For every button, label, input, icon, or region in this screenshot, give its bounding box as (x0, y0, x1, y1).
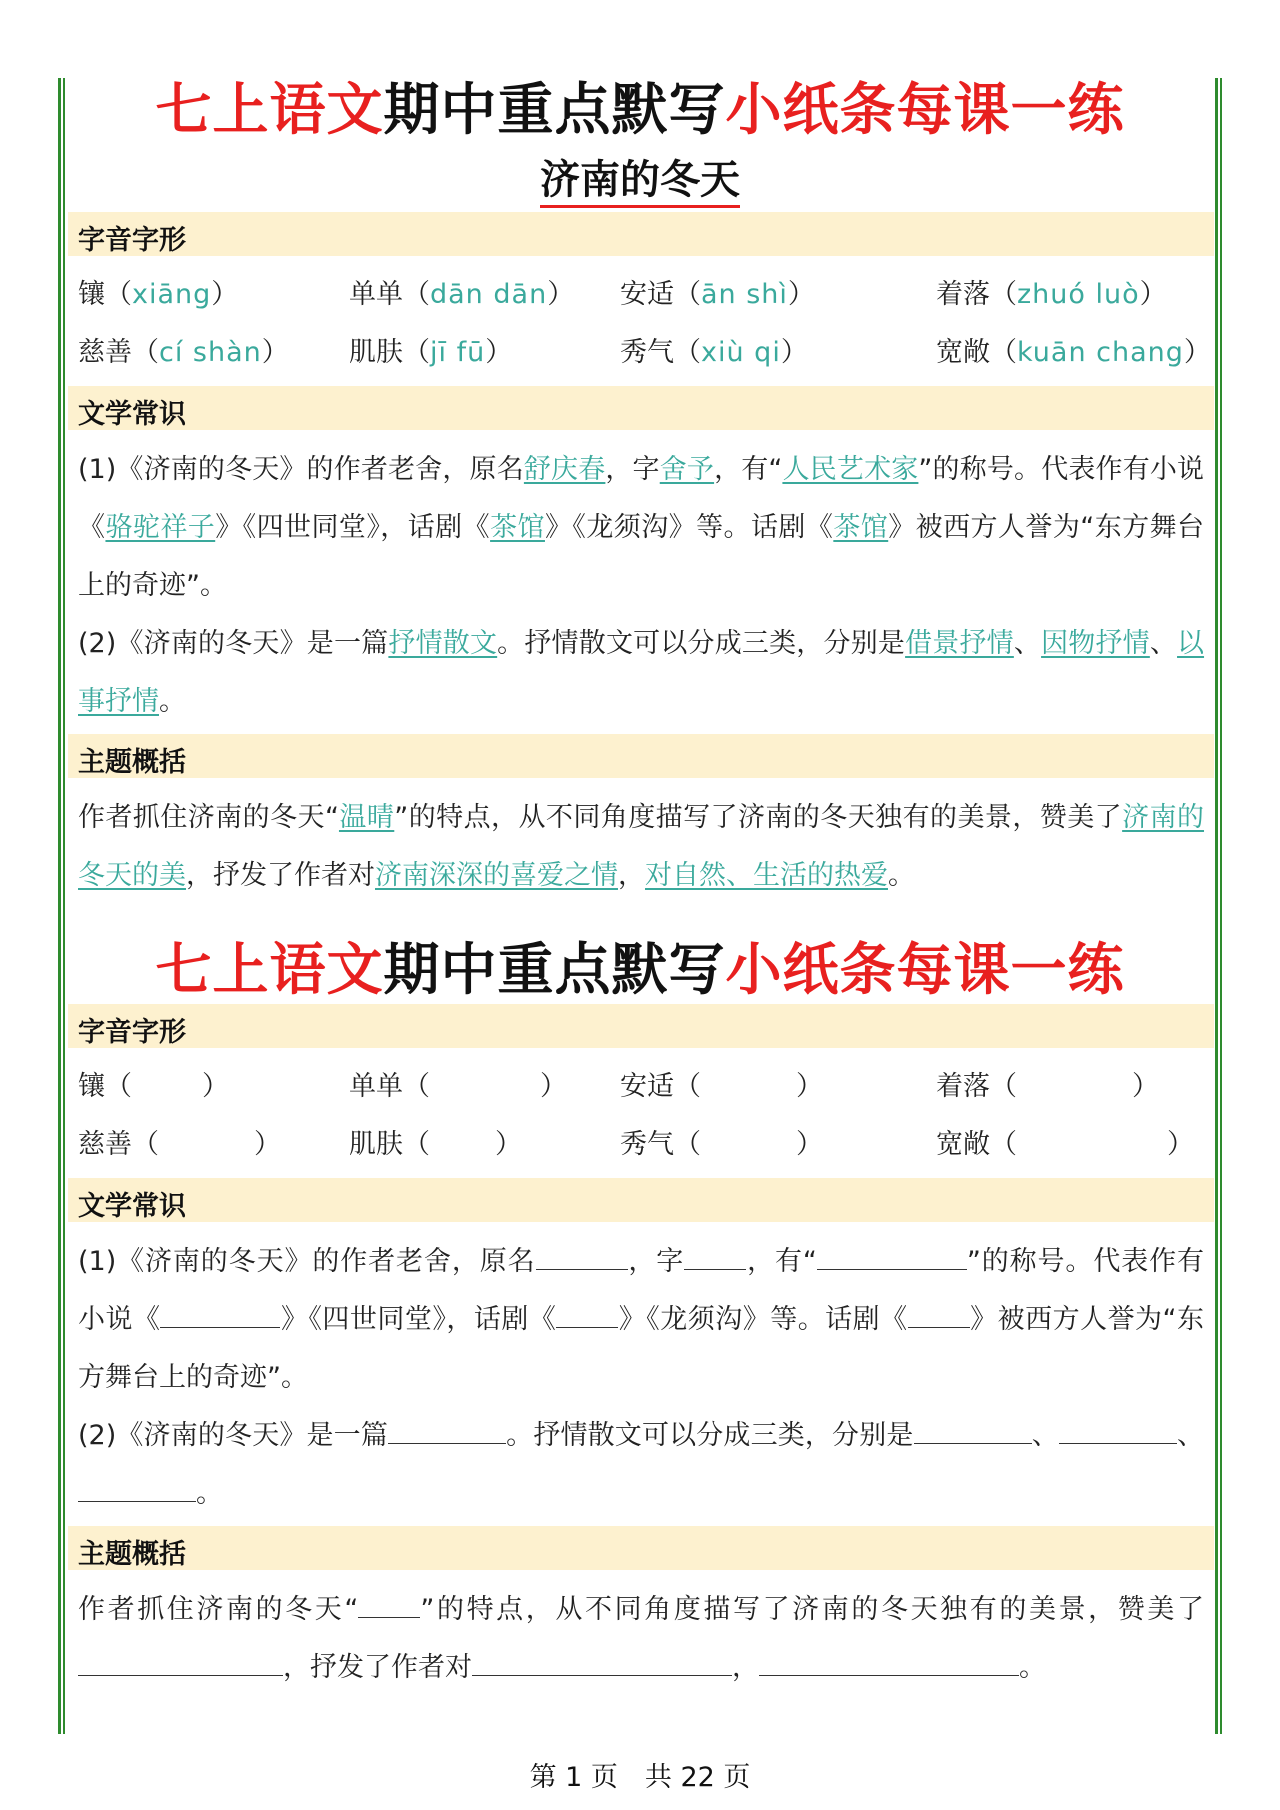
word-row-blank (78, 1116, 1208, 1174)
main-title: 七上语文期中重点默写小纸条每课一练 (155, 78, 1125, 143)
word-row-blank (78, 1058, 1208, 1116)
word-item: 安适（ān shì） (620, 279, 815, 310)
word-item: 单单（dān dān） (349, 279, 575, 310)
fill-blank[interactable] (556, 1303, 618, 1328)
fill-blank[interactable] (358, 1593, 420, 1618)
literature-paragraph-1-blank: (1)《济南的冬天》的作者老舍，原名 ，字 ，有“ ”的称号。代表作有小说《 》《四世同堂》，话剧《 》《龙须沟》等。话剧《 》被西方人誉为“东方舞台上的奇迹”。 (78, 1246, 1205, 1393)
page-number: 第 1 页 共 22 页 (529, 1762, 751, 1793)
fill-blank[interactable] (1059, 1419, 1177, 1444)
section-header-zyzx-blank: 字音字形 (68, 1004, 1214, 1048)
lesson-title: 济南的冬天 (0, 148, 1280, 205)
word-item-blank: 镶（ ） (78, 1071, 229, 1102)
word-item-blank: 单单（ ） (349, 1071, 567, 1102)
theme-paragraph: 作者抓住济南的冬天“温晴”的特点，从不同角度描写了济南的冬天独有的美景，赞美了济南的冬天的美，抒发了作者对济南深深的喜爱之情，对自然、生活的热爱。 (78, 802, 1205, 891)
word-row (78, 324, 1211, 382)
word-row (78, 266, 1208, 324)
word-item: 慈善（cí shàn） (78, 337, 289, 368)
word-item-blank: 慈善（ ） (78, 1129, 281, 1160)
fill-blank[interactable] (78, 1477, 196, 1502)
word-item: 肌肤（jī fū） (349, 337, 513, 368)
word-item-blank: 秀气（ ） (620, 1129, 823, 1160)
section-header-zyzx: 字音字形 (68, 212, 1214, 256)
literature-paragraph-1: (1)《济南的冬天》的作者老舍，原名舒庆春，字舍予，有“人民艺术家”的称号。代表作有小说《骆驼祥子》《四世同堂》，话剧《茶馆》《龙须沟》等。话剧《茶馆》被西方人誉为“东方舞台上的奇迹”。 (78, 454, 1205, 601)
fill-blank[interactable] (160, 1303, 280, 1328)
theme-paragraph-blank: 作者抓住济南的冬天“ ”的特点，从不同角度描写了济南的冬天独有的美景，赞美了，抒发了作者对 ， 。 (78, 1594, 1204, 1683)
word-item-blank: 宽敞（ ） (936, 1129, 1194, 1160)
word-item: 宽敞（kuān chang） (936, 337, 1211, 368)
section-header-wxcs: 文学常识 (68, 386, 1214, 430)
literature-paragraph-2: (2)《济南的冬天》是一篇抒情散文。抒情散文可以分成三类，分别是借景抒情、因物抒情、以事抒情。 (78, 628, 1205, 717)
fill-blank[interactable] (472, 1651, 732, 1676)
literature-paragraph-2-blank: (2)《济南的冬天》是一篇 。抒情散文可以分成三类，分别是 、 、。 (78, 1420, 1205, 1509)
fill-blank[interactable] (914, 1419, 1032, 1444)
word-item: 秀气（xiù qi） (620, 337, 808, 368)
section-header-wxcs-blank: 文学常识 (68, 1178, 1214, 1222)
right-border (1215, 78, 1218, 1734)
section-header-ztgk-blank: 主题概括 (68, 1526, 1214, 1570)
fill-blank[interactable] (536, 1245, 628, 1270)
fill-blank[interactable] (817, 1245, 967, 1270)
fill-blank[interactable] (388, 1419, 506, 1444)
word-item-blank: 安适（ ） (620, 1071, 823, 1102)
word-item: 着落（zhuó luò） (936, 279, 1167, 310)
fill-blank[interactable] (759, 1651, 1019, 1676)
word-item-blank: 肌肤（ ） (349, 1129, 522, 1160)
section-header-ztgk: 主题概括 (68, 734, 1214, 778)
fill-blank[interactable] (684, 1245, 746, 1270)
fill-blank[interactable] (78, 1651, 283, 1676)
word-item-blank: 着落（ ） (936, 1071, 1159, 1102)
fill-blank[interactable] (908, 1303, 970, 1328)
main-title-repeat: 七上语文期中重点默写小纸条每课一练 (155, 938, 1125, 1003)
left-border (58, 78, 61, 1734)
word-item: 镶（xiāng） (78, 279, 239, 310)
